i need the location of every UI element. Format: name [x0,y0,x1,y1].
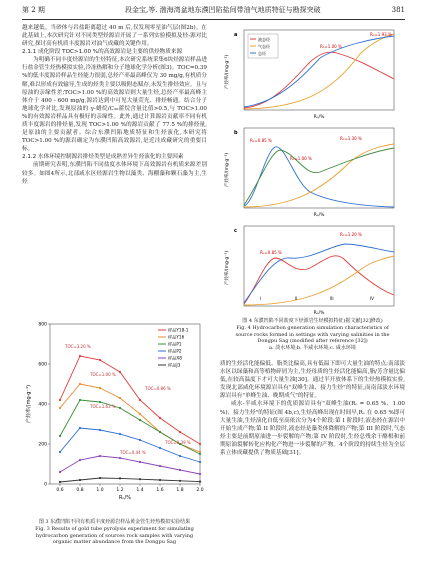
legend-item: 液态烃 [258,37,270,42]
x-axis-label: Rₒ/% [313,311,325,314]
fig3-caption-cn: 图 3 东濮凹陷不同有机质丰度烃源岩样品黄金管生烃热模拟实验结果 [38,519,191,525]
total-hydrocarbon-line [244,148,394,205]
toc-annotation: TOC=0.86 % [145,386,171,391]
y-axis-label: 产烃率/(mg·g⁻¹) [225,54,230,90]
data-point [99,359,101,361]
data-point [159,417,161,419]
data-point [119,457,121,459]
toc-annotation: TOC=1.00 % [90,372,116,377]
x-tick-label: 1.2 [116,488,124,493]
data-point [159,431,161,433]
data-point [79,479,81,481]
ro-annotation: Rₒ=1.30 % [340,136,362,141]
page-header [0,0,427,20]
panel-label: c [234,228,237,234]
data-point [99,429,101,431]
legend-item: 样品P1 [168,341,182,347]
panel-label: b [234,130,238,136]
data-point [139,413,141,415]
data-point [59,435,61,437]
legend-item: 样品Y18-1 [168,327,189,333]
stage-label: III [330,296,334,301]
y-tick-label: 0 [44,482,47,488]
page-number: 381 [391,6,405,14]
data-point [59,399,61,401]
toc-annotation: TOC=0.39 % [165,440,191,445]
ro-annotation: Rₒ=1.00 % [290,156,312,161]
data-point [119,433,121,435]
data-point [159,479,161,481]
legend-item: 样品J3 [168,362,181,368]
toc-annotation: TOC=0.44 % [120,450,146,455]
paragraph: 咸水-半咸水环境下的优质源岩具有"双峰生油(Rₒ = 0.65 %、1.00 %)、接力生烃"的特征(图 4b,c),生烃高峰出现在时间早,Rₒ 在 0.65 %即可大量生油,生烃演化自低至高依次分为4个阶段:第 I 阶段时,液态烃在源岩中开始生成产物;第 II 阶段时,液态烃是藻类体降解的产物;第 III 阶段时,气态烃主要是前期原油进一步裂解的产物;第 IV 阶段时,生烃总残余干酪根和前期原油裂解转化应构化产物进一步裂解的产物。4个阶段的持续生烃为全层系立体成藏提供了物质基础[31]。 [220,401,405,457]
data-point [59,451,61,453]
ro-annotation: Rₒ=1.20 % [340,232,362,237]
fig3-chart [22,316,207,516]
fig3-caption-en: hydrocarbon generation of sources rock samples with varying [35,532,194,539]
fig4-caption-cn: 图 4 东濮凹陷不同盐度下烃源岩生烃模拟特征(据文献[32]修改) [242,318,383,324]
x-tick-label: 1.6 [156,488,164,493]
panel-label: a [234,32,238,38]
data-point [59,471,61,473]
ro-annotation: Rₒ=0.85 % [260,250,282,255]
data-point [79,399,81,401]
x-tick-label: 1.4 [136,488,144,493]
data-point [179,469,181,471]
y-tick-label: 200 [38,442,47,448]
fig4-caption-en: Dongpu Sag (modified after reference [32]) [257,338,368,345]
legend-item: 总烃 [258,51,266,56]
data-point [59,481,61,483]
data-point [139,399,141,401]
fig4-panel-a [223,30,394,120]
data-point [199,453,201,455]
series-line-5 [60,456,200,474]
data-point [199,473,201,475]
stage-label: IV [370,296,374,301]
issue-label: 第 2 期 [22,6,45,14]
data-point [79,355,81,357]
data-point [59,407,61,409]
ro-annotation: Rₒ=0.85 % [250,138,272,143]
x-tick-label: 0.6 [56,488,64,493]
data-point [159,447,161,449]
data-point [79,427,81,429]
data-point [79,459,81,461]
data-point [99,477,101,479]
paragraph: 前期研究表明,东濮凹陷不同盐度水体环境下高效源岩有机质来源差别较多。如图4所示,北部咸水区烃源岩生物以藻类、海棚藻和颗石藻为主,生烃 [22,162,207,185]
legend-item: 样品P2 [168,348,182,354]
y-tick-label: 600 [38,362,47,368]
data-point [159,465,161,467]
paragraph: 质的生烃活化能偏低、脂类比偏高,具有低温下即可大量生油的特点;南部淡水区以绿藻和高等植物碎屑为主,生烃母质的生烃活化能偏高,脂/芳含量比偏低,在较高温度下才可大量生油[30]。通过半开放体系下的生烃热模拟实验,发现北部咸化环境源岩具有"双峰生油、接力生烃"的特征,而南部淡水环境源岩具有"单峰生油、晚期成气"的特征。 [220,361,405,400]
figure-3 [22,316,207,516]
series-line-3 [60,400,200,454]
x-tick-label: 1.8 [176,488,184,493]
fig4-panel-b [223,128,394,218]
legend-item: 样品X8 [168,355,182,361]
x-tick-label: 2.0 [196,488,204,493]
fig4-caption-en: source rocks formed in settings with varying salinities in the [235,331,390,338]
x-axis-label: Rₒ/% [313,213,325,218]
legend-item: 样品Y16 [168,334,185,340]
fig4-caption [220,318,405,352]
y-tick-label: 800 [38,322,47,328]
data-point [119,407,121,409]
data-point [199,443,201,445]
y-axis-label: 产烃率/(mg·g⁻¹) [225,250,230,286]
x-axis-label: Rₒ/% [313,115,325,120]
data-point [139,461,141,463]
data-point [179,455,181,457]
data-point [139,478,141,480]
y-tick-label: 400 [38,402,47,408]
data-point [99,401,101,403]
fig3-caption-en: organic matter abundance from the Dongpu Sag [52,539,177,546]
header-rule [22,19,405,20]
y-axis-label: 产烃率/(mg·g⁻¹) [26,384,32,424]
data-point [139,419,141,421]
fig3-caption-en: Fig. 3 Results of gold tube pyrolysis experiment for simulating [35,525,194,532]
data-point [119,477,121,479]
data-point [119,397,121,399]
data-point [199,451,201,453]
data-point [199,461,201,463]
series-line-4 [60,428,200,462]
figure-4 [220,24,405,314]
data-point [99,455,101,457]
paragraph: 为明确不同丰度烃源岩的生烃特征,本次研究系统采集6块烃源岩样品进行盐金管生烃热模拟实验,冷冻热解和分子地球化学分析(图3)。TOC=0.39 %的低丰度源岩样品生烃能力很弱,总烃产率最高峰仅为 30 mg/g,有机质分解,难以形成有效输导,生成的烃类主要以吸附态赋存,未发生排烃效应。且与原油的亲缘性差;TOC>1.00 %的高效源岩则大量生烃,总烃产率最高峰主体介于 400 - 600 mg/g,源岩达到中可见大量荧光、排烃畅通。结合分子地球化学对比,发现原油的 γ-蜡烷/C₃₀藿烷含量比值>0.5,与 TOC>1.00 %的有效源岩样品具有极好的亲缘性。此外,通过计算源岩贡献率不同有机质丰度源岩的排烃量,发现 TOC>1.00 %的源岩贡献了 77.5 %的排烃量,是原油的主要贡献者。综合东濮凹陷地质特征和生烃演化,本研究将 TOC>1.00 %的源岩确定为东濮凹陷高效源岩,是近洼成藏研究的重要目标。 [22,57,207,153]
left-column [22,24,207,306]
toc-annotation: TOC=1.63 % [90,404,116,409]
fig3-caption [22,519,207,546]
stage-label: II [295,296,298,301]
liquid-hydrocarbon-line [244,52,394,108]
running-title: 段金宝,等. 渤海湾盆地东濮凹陷盐间带油气地质特征与勘探突破 [125,6,321,14]
toc-annotation: TOC=3.20 % [65,344,91,349]
data-point [79,383,81,385]
x-axis-label: Rₒ/% [119,495,131,501]
ro-annotation: Rₒ=1.00 % [320,44,342,49]
data-point [179,480,181,482]
fig4-caption-sub: a. 淡水环境;b. 半咸水环境;c. 咸水环境 [269,345,356,352]
fig4-panel-c [223,226,394,314]
data-point [119,371,121,373]
legend-item: 气态烃 [258,44,270,49]
data-point [99,387,101,389]
x-tick-label: 0.8 [76,488,84,493]
paragraph: 越来越低。当砂体与岩盐距离超过 40 m 后,仅发现零星油气层(图2b)。在此基础上,本次研究针对不同类型烃源岩开展了一系列实验模拟及烃-源对比研究,探讨高有机质丰度源岩对油气成藏的关键作用。 [22,25,207,48]
fig4-caption-en: Fig. 4 Hydrocarbon generation simulation characteristics of [236,324,389,331]
data-point [139,439,141,441]
fig4-chart [220,24,405,314]
right-column [220,360,405,570]
y-axis-label: 产烃率/(mg·g⁻¹) [225,152,230,188]
data-point [199,481,201,483]
section-heading: 2.1.2 水体环境控制源岩排烃类型是成熟差异生烃演化的主要因素 [22,154,184,161]
liquid-hydrocarbon-line [244,147,394,207]
section-heading: 2.1.1 成化阶段 TOC>1.00 %的高效源岩是主要的供烃物质来源 [22,49,183,56]
data-point [179,431,181,433]
ro-annotation: Rₒ=1.93 % [370,32,392,37]
x-tick-label: 1.0 [96,488,104,493]
stage-label: I [260,296,262,301]
